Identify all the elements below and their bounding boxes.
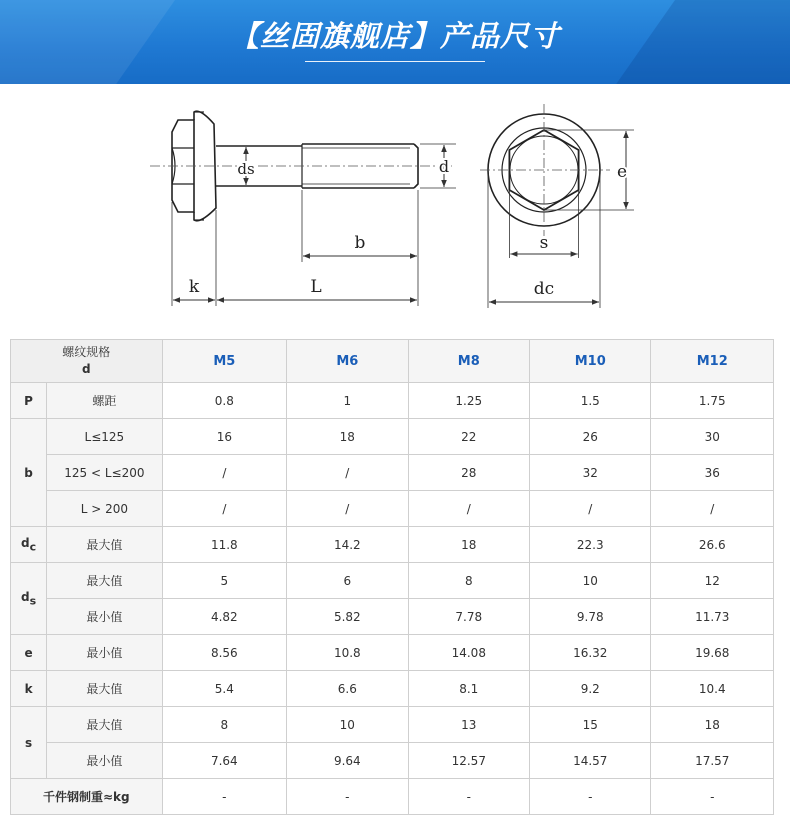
table-cell: 9.2 — [530, 671, 651, 707]
spec-table — [10, 339, 774, 815]
row-subtitle: 最大值 — [47, 707, 162, 743]
row-subtitle: 最小值 — [47, 599, 162, 635]
e-label: e — [616, 162, 628, 182]
table-cell: / — [530, 491, 651, 527]
L-label: L — [310, 277, 322, 297]
table-cell: 8.1 — [408, 671, 529, 707]
table-cell: 26 — [530, 419, 651, 455]
d-label: d — [438, 157, 450, 176]
table-cell: 1.75 — [651, 383, 774, 419]
column-header: M10 — [530, 340, 651, 383]
weight-cell: - — [408, 779, 529, 815]
row-subtitle: 最小值 — [47, 743, 162, 779]
banner-underline — [305, 61, 485, 62]
table-cell: 5.4 — [162, 671, 286, 707]
row-symbol: $d_c$ — [11, 527, 47, 563]
row-subtitle: 最小值 — [47, 635, 162, 671]
bolt-diagram — [140, 90, 660, 320]
table-row — [11, 635, 774, 671]
table-cell: 9.64 — [287, 743, 408, 779]
table-cell: / — [162, 455, 286, 491]
table-cell: 18 — [651, 707, 774, 743]
table-cell: 26.6 — [651, 527, 774, 563]
row-symbol: k — [11, 671, 47, 707]
column-header: M6 — [287, 340, 408, 383]
table-cell: 30 — [651, 419, 774, 455]
table-cell: 9.78 — [530, 599, 651, 635]
column-header: M12 — [651, 340, 774, 383]
table-row — [11, 455, 774, 491]
table-cell: / — [408, 491, 529, 527]
table-row — [11, 383, 774, 419]
row-subtitle: 最大值 — [47, 563, 162, 599]
weight-label: 千件钢制重≈kg — [11, 779, 163, 815]
table-cell: 16 — [162, 419, 286, 455]
thread-spec-symbol: d — [82, 362, 91, 376]
table-cell: 0.8 — [162, 383, 286, 419]
table-cell: 8.56 — [162, 635, 286, 671]
table-cell: 18 — [408, 527, 529, 563]
table-row — [11, 707, 774, 743]
table-cell: 28 — [408, 455, 529, 491]
table-cell: 10 — [287, 707, 408, 743]
table-row — [11, 743, 774, 779]
weight-cell: - — [651, 779, 774, 815]
row-symbol: P — [11, 383, 47, 419]
table-cell: 18 — [287, 419, 408, 455]
table-row — [11, 599, 774, 635]
table-cell: 12 — [651, 563, 774, 599]
column-header: M5 — [162, 340, 286, 383]
table-cell: 6.6 — [287, 671, 408, 707]
table-cell: / — [651, 491, 774, 527]
table-cell: 14.57 — [530, 743, 651, 779]
table-cell: 22.3 — [530, 527, 651, 563]
table-cell: 10.4 — [651, 671, 774, 707]
table-cell: 1.25 — [408, 383, 529, 419]
table-cell: 1.5 — [530, 383, 651, 419]
row-subtitle: 125 < L≤200 — [47, 455, 162, 491]
table-cell: 12.57 — [408, 743, 529, 779]
row-symbol: $d_s$ — [11, 563, 47, 635]
table-cell: 10.8 — [287, 635, 408, 671]
table-cell: / — [287, 455, 408, 491]
table-cell: 8 — [408, 563, 529, 599]
header-banner — [0, 0, 790, 84]
table-cell: 5 — [162, 563, 286, 599]
table-header-row — [11, 340, 774, 383]
row-subtitle: 最大值 — [47, 671, 162, 707]
table-row — [11, 527, 774, 563]
table-cell: 17.57 — [651, 743, 774, 779]
row-subtitle: L≤125 — [47, 419, 162, 455]
row-subtitle: 螺距 — [47, 383, 162, 419]
table-cell: 13 — [408, 707, 529, 743]
table-cell: 5.82 — [287, 599, 408, 635]
s-label: s — [539, 233, 549, 253]
banner-title: 【丝固旗舰店】产品尺寸 — [229, 19, 560, 53]
ds-label: ds — [237, 160, 255, 178]
table-cell: 32 — [530, 455, 651, 491]
row-symbol: b — [11, 419, 47, 527]
table-cell: / — [162, 491, 286, 527]
table-cell: 16.32 — [530, 635, 651, 671]
weight-cell: - — [162, 779, 286, 815]
row-symbol: e — [11, 635, 47, 671]
table-cell: 19.68 — [651, 635, 774, 671]
table-cell: 22 — [408, 419, 529, 455]
table-cell: 14.2 — [287, 527, 408, 563]
row-subtitle: 最大值 — [47, 527, 162, 563]
thread-spec-label: 螺纹规格 — [62, 345, 111, 359]
table-row — [11, 671, 774, 707]
weight-row — [11, 779, 774, 815]
table-cell: 11.8 — [162, 527, 286, 563]
weight-cell: - — [287, 779, 408, 815]
table-cell: 6 — [287, 563, 408, 599]
table-row — [11, 419, 774, 455]
table-cell: 4.82 — [162, 599, 286, 635]
row-symbol: s — [11, 707, 47, 779]
table-cell: 7.64 — [162, 743, 286, 779]
b-label: b — [354, 233, 366, 253]
table-cell: 14.08 — [408, 635, 529, 671]
table-cell: 36 — [651, 455, 774, 491]
table-row — [11, 563, 774, 599]
k-label: k — [188, 277, 200, 297]
weight-cell: - — [530, 779, 651, 815]
column-header: M8 — [408, 340, 529, 383]
table-cell: 11.73 — [651, 599, 774, 635]
table-row — [11, 491, 774, 527]
row-subtitle: L > 200 — [47, 491, 162, 527]
table-cell: 8 — [162, 707, 286, 743]
table-cell: 15 — [530, 707, 651, 743]
thread-spec-header — [11, 340, 163, 383]
table-cell: / — [287, 491, 408, 527]
table-cell: 7.78 — [408, 599, 529, 635]
table-cell: 10 — [530, 563, 651, 599]
dc-label: dc — [533, 279, 555, 299]
table-cell: 1 — [287, 383, 408, 419]
